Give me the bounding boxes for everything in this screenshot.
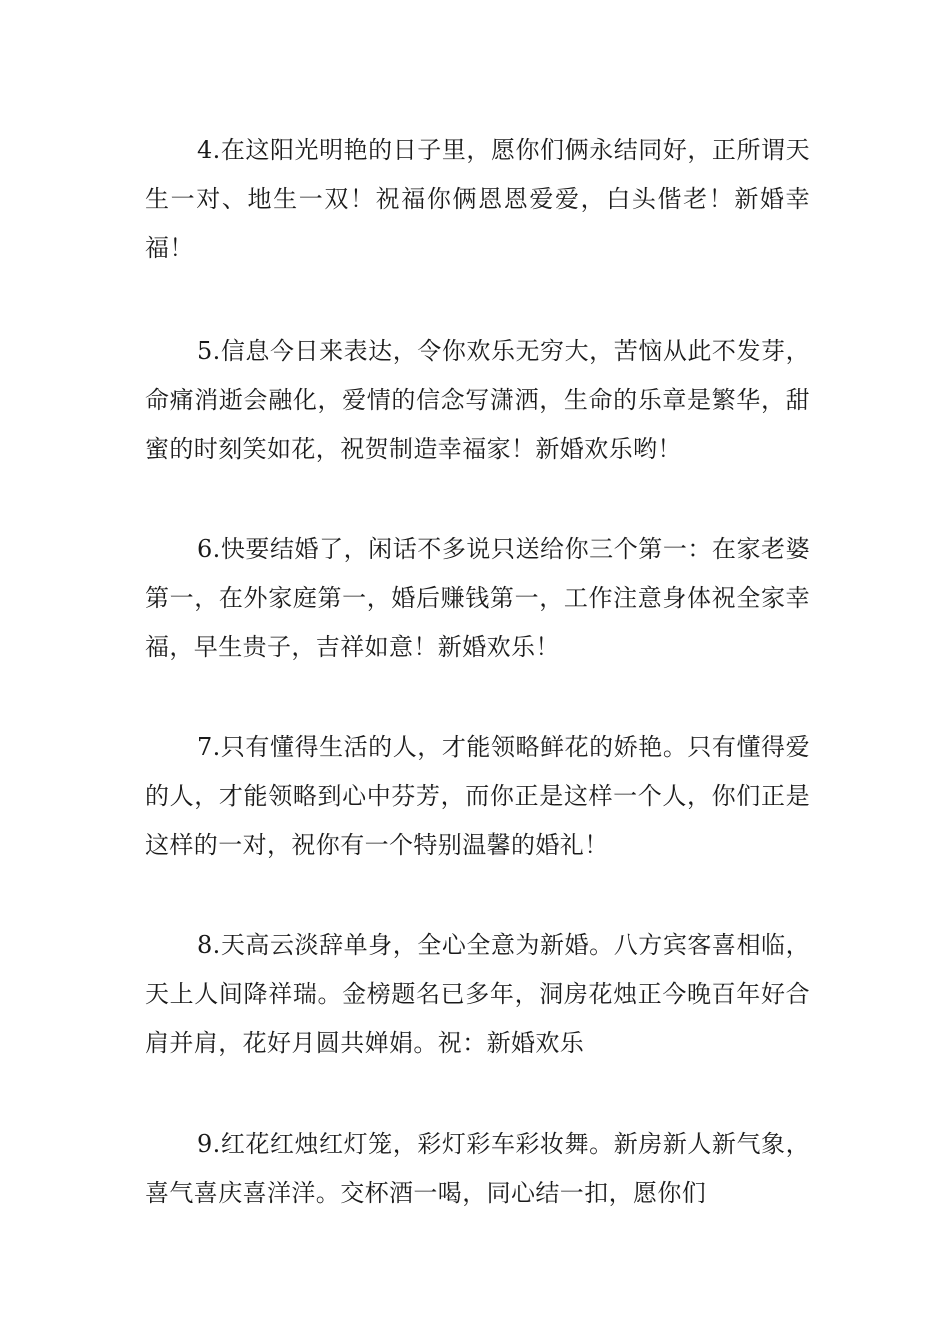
paragraph-4: 4.在这阳光明艳的日子里，愿你们俩永结同好，正所谓天生一对、地生一双！祝福你俩恩恩爱爱，白头偕老！新婚幸福！ <box>145 136 810 262</box>
paragraph-7: 7.只有懂得生活的人，才能领略鲜花的娇艳。只有懂得爱的人，才能领略到心中芬芳，而你正是这样一个人，你们正是这样的一对，祝你有一个特别温馨的婚礼！ <box>145 733 810 859</box>
paragraph-9: 9.红花红烛红灯笼，彩灯彩车彩妆舞。新房新人新气象，喜气喜庆喜洋洋。交杯酒一喝，同心结一扣，愿你们 <box>145 1130 810 1207</box>
paragraph-8: 8.天高云淡辞单身，全心全意为新婚。八方宾客喜相临，天上人间降祥瑞。金榜题名已多年，洞房花烛正今晚百年好合肩并肩，花好月圆共婵娟。祝：新婚欢乐 <box>145 931 810 1057</box>
paragraph-5: 5.信息今日来表达，令你欢乐无穷大，苦恼从此不发芽，命痛消逝会融化，爱情的信念写潇洒，生命的乐章是繁华，甜蜜的时刻笑如花，祝贺制造幸福家！新婚欢乐哟！ <box>145 337 810 463</box>
paragraph-6: 6.快要结婚了，闲话不多说只送给你三个第一：在家老婆第一，在外家庭第一，婚后赚钱第一，工作注意身体祝全家幸福，早生贵子，吉祥如意！新婚欢乐！ <box>145 535 810 661</box>
